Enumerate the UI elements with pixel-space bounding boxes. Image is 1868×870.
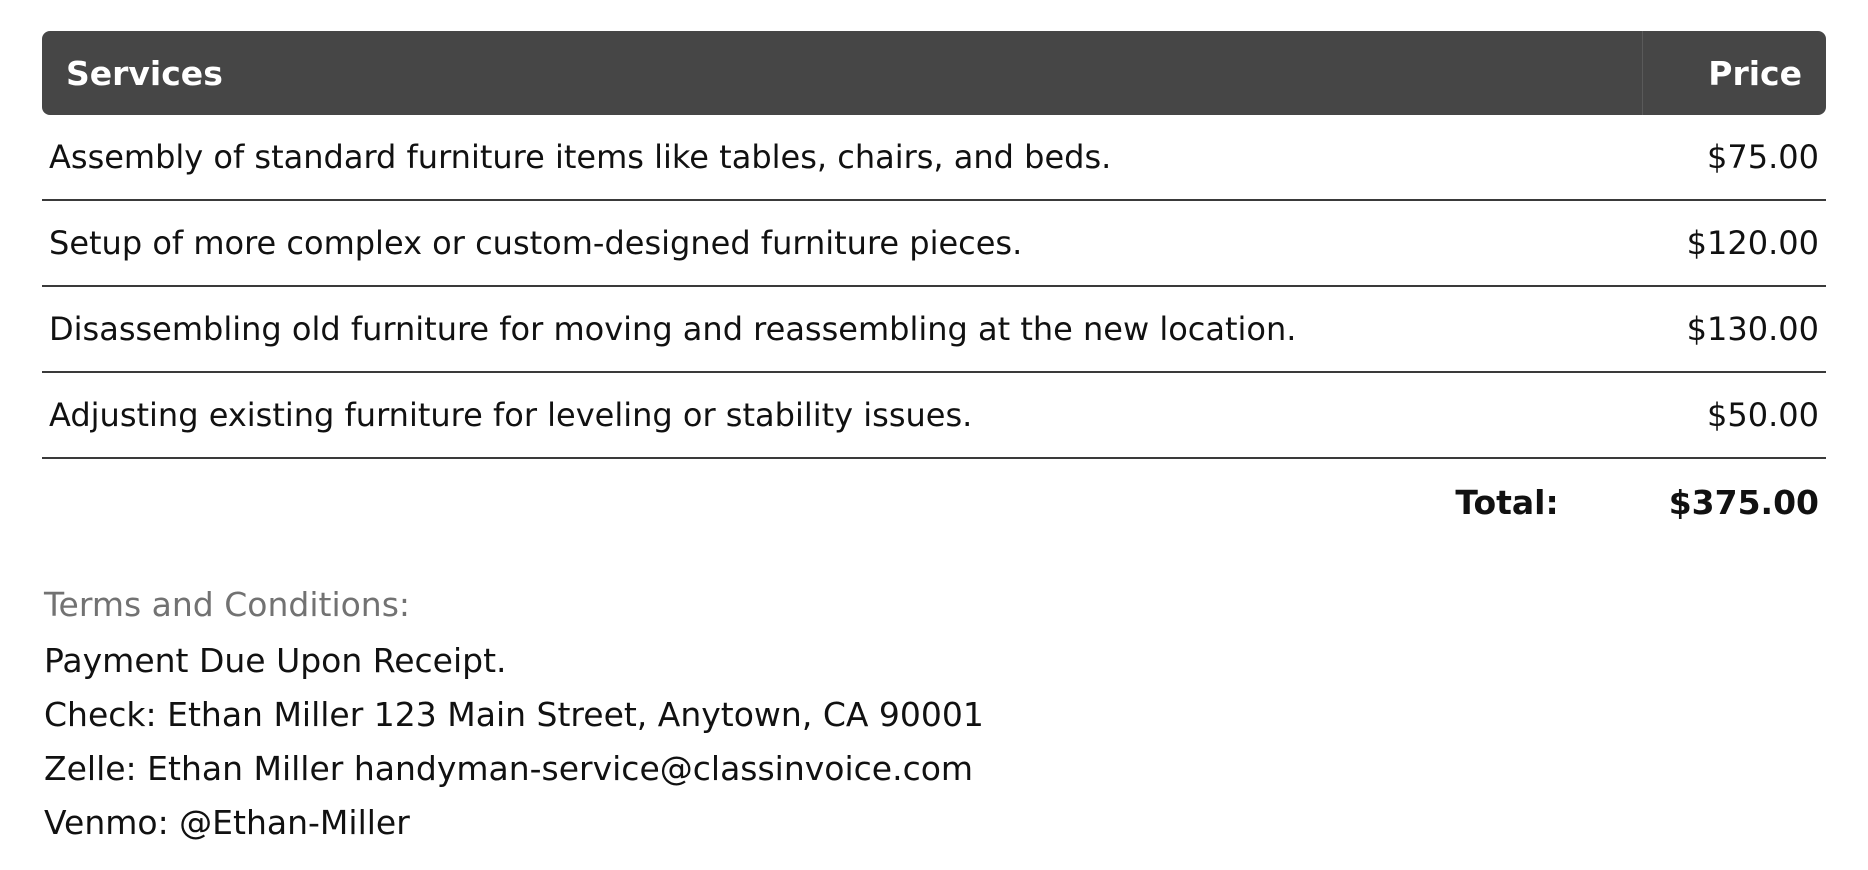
service-description: Disassembling old furniture for moving and reassembling at the new location. [49, 310, 1297, 348]
service-price: $120.00 [1686, 224, 1819, 262]
price-column-header: Price [1642, 31, 1826, 115]
table-row [42, 373, 1826, 459]
terms-title: Terms and Conditions: [44, 585, 411, 624]
total-label: Total: [1455, 482, 1559, 522]
service-price: $130.00 [1686, 310, 1819, 348]
table-header [42, 31, 1826, 115]
table-row [42, 287, 1826, 373]
total-row [42, 459, 1826, 545]
service-price: $50.00 [1707, 396, 1819, 434]
service-description: Setup of more complex or custom-designed furniture pieces. [49, 224, 1023, 262]
services-table [42, 31, 1826, 545]
terms-section [44, 580, 984, 850]
total-value: $375.00 [1668, 482, 1819, 522]
services-column-header: Services [66, 53, 223, 93]
table-row [42, 115, 1826, 201]
service-description: Assembly of standard furniture items like tables, chairs, and beds. [49, 138, 1112, 176]
service-description: Adjusting existing furniture for leveling or stability issues. [49, 396, 973, 434]
terms-line-payment: Payment Due Upon Receipt. [44, 641, 507, 680]
terms-line-zelle: Zelle: Ethan Miller handyman-service@classinvoice.com [44, 749, 974, 788]
terms-line-venmo: Venmo: @Ethan-Miller [44, 803, 410, 842]
service-price: $75.00 [1707, 138, 1819, 176]
table-row [42, 201, 1826, 287]
terms-line-check: Check: Ethan Miller 123 Main Street, Anytown, CA 90001 [44, 695, 984, 734]
